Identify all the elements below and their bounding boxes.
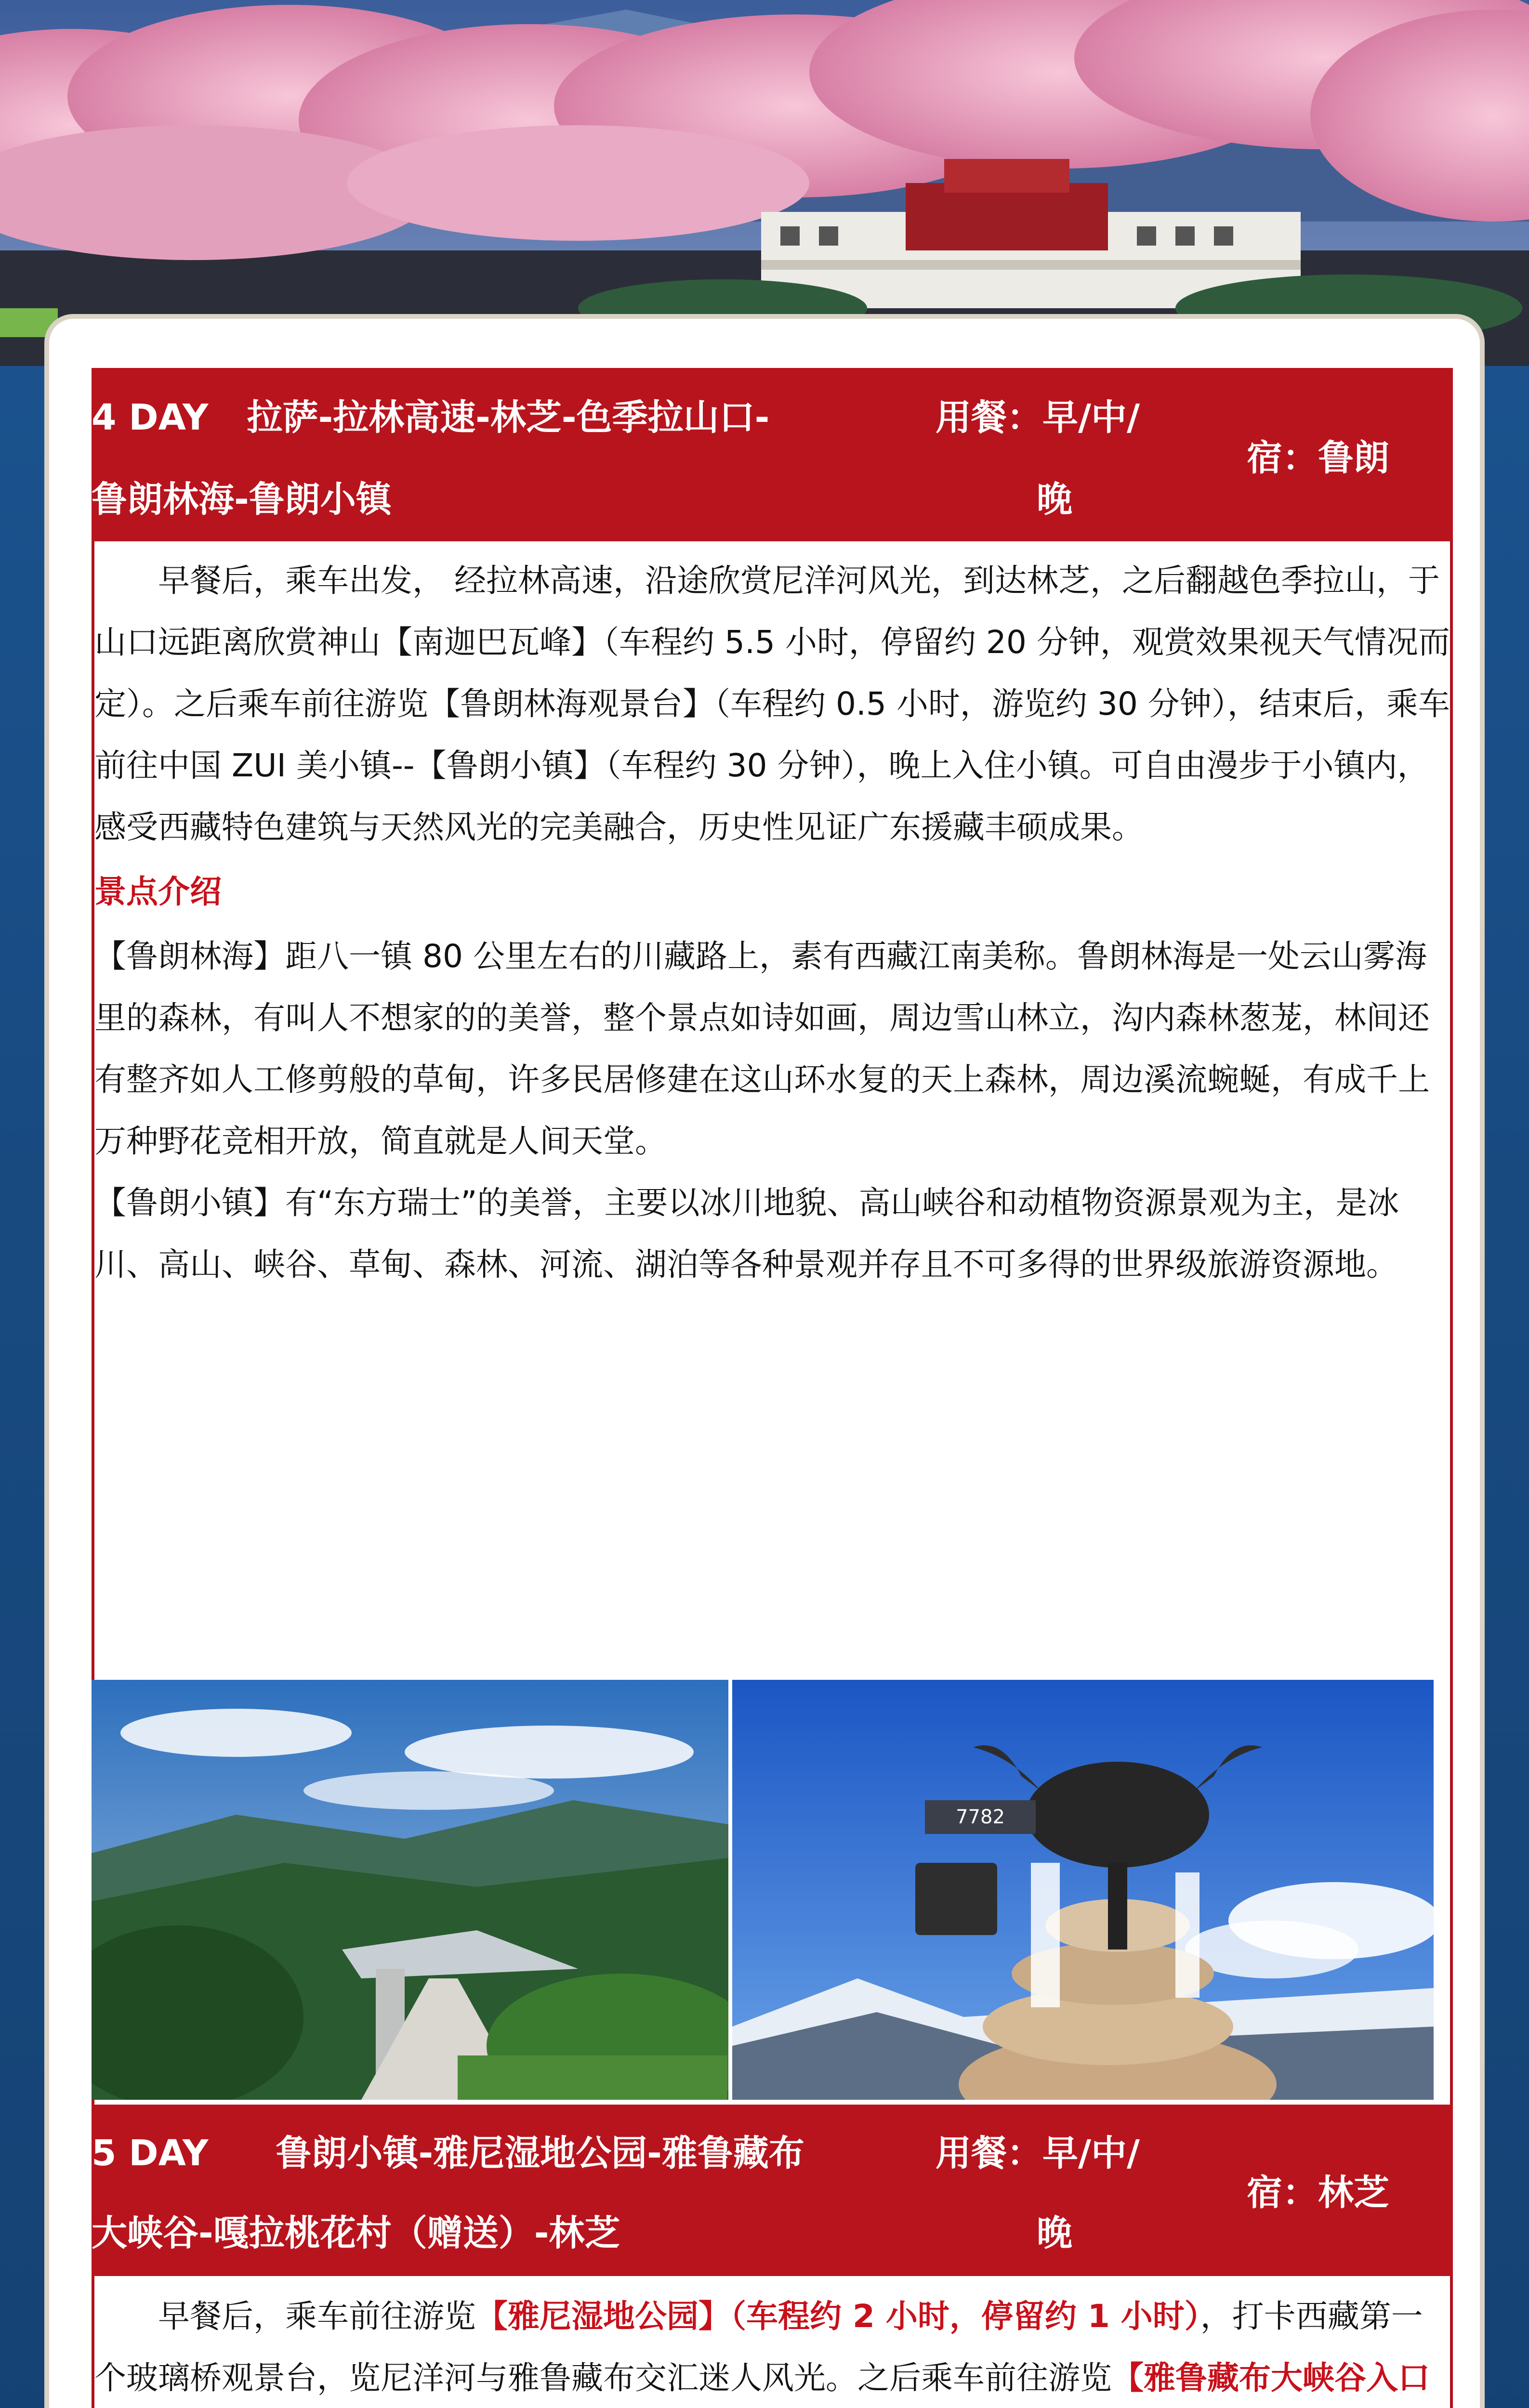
day4-day-label: 4 DAY bbox=[92, 397, 209, 438]
day4-route-line1: 4 DAY 拉萨-拉林高速-林芝-色季拉山口- bbox=[92, 397, 770, 438]
day5-route-line2: 大峡谷-嘎拉桃花村（赠送）-林芝 bbox=[92, 2212, 620, 2254]
day4-header bbox=[92, 368, 1453, 541]
day5-meals-line2: 晚 bbox=[1037, 2212, 1072, 2254]
yak-sign-number: 7782 bbox=[956, 1806, 1005, 1828]
day5-meals-line1: 用餐：早/中/ bbox=[936, 2133, 1140, 2174]
forest-viewing-deck-illustration bbox=[92, 1680, 728, 2100]
day4-route-line2: 鲁朗林海-鲁朗小镇 bbox=[92, 479, 392, 520]
intro-lulang-forest: 【鲁朗林海】距八一镇 80 公里左右的川藏路上，素有西藏江南美称。鲁朗林海是一处云山雾海里的森林，有叫人不想家的的美誉，整个景点如诗如画，周边雪山林立，沟内森林葱茏，林间还有整齐如人工修剪般的草甸，许多民居修建在这山环水复的天上森林，周边溪流蜿蜒，有成千上万种野花竞相开放，简直就是人间天堂。 bbox=[94, 938, 1430, 1160]
day5-body bbox=[94, 2286, 1450, 2408]
day4-meals-line2: 晚 bbox=[1037, 479, 1072, 520]
day5-paragraph: 早餐后，乘车前往游览【雅尼湿地公园】（车程约 2 小时，停留约 1 小时），打卡西藏第一个玻璃桥观景台，览尼洋河与雅鲁藏布交汇迷人风光。之后乘车前往游览【雅鲁藏布大峡谷入口 bbox=[94, 2286, 1450, 2408]
photo-forest-viewing-deck bbox=[92, 1680, 728, 2100]
intro-lulang-town: 【鲁朗小镇】有“东方瑞士”的美誉，主要以冰川地貌、高山峡谷和动植物资源景观为主，是冰川、高山、峡谷、草甸、森林、河流、湖泊等各种景观并存且不可多得的世界级旅游资源地。 bbox=[94, 1184, 1399, 1283]
section-title-attractions: 景点介绍 bbox=[94, 873, 222, 910]
yak-head-cairn-illustration bbox=[732, 1680, 1434, 2100]
photo-yak-head-cairn bbox=[732, 1680, 1434, 2100]
day5-day-label: 5 DAY bbox=[92, 2133, 209, 2174]
top-banner-image bbox=[0, 0, 1529, 366]
day5-route-line1: 5 DAY 鲁朗小镇-雅尼湿地公园-雅鲁藏布 bbox=[92, 2133, 804, 2174]
highlight-yani-wetland: 【雅尼湿地公园】（车程约 2 小时，停留约 1 小时） bbox=[476, 2298, 1200, 2335]
day5-stay: 宿：林芝 bbox=[1247, 2172, 1389, 2213]
day4-stay: 宿：鲁朗 bbox=[1247, 437, 1389, 479]
highlight-grand-canyon: 【雅鲁藏布大峡谷入口 bbox=[1112, 2359, 1430, 2396]
peach-blossom-palace-illustration bbox=[0, 0, 1529, 366]
day4-paragraph: 早餐后，乘车出发， 经拉林高速，沿途欣赏尼洋河风光，到达林芝，之后翻越色季拉山，于山口远距离欣赏神山【南迦巴瓦峰】（车程约 5.5 小时，停留约 20 分钟，观赏效果视天气情况而定）。之后乘车前往游览【鲁朗林海观景台】（车程约 0.5 小时，游览约 30 分钟），结束后，乘车前往中国 ZUI 美小镇--【鲁朗小镇】（车程约 30 分钟），晚上入住小镇。可自由漫步于小镇内，感受西藏特色建筑与天然风光的完美融合，历史性见证广东援藏丰硕成果。 bbox=[94, 562, 1450, 846]
day4-meals-line1: 用餐：早/中/ bbox=[936, 397, 1140, 438]
day5-header bbox=[92, 2105, 1453, 2276]
day4-body bbox=[94, 550, 1450, 1296]
